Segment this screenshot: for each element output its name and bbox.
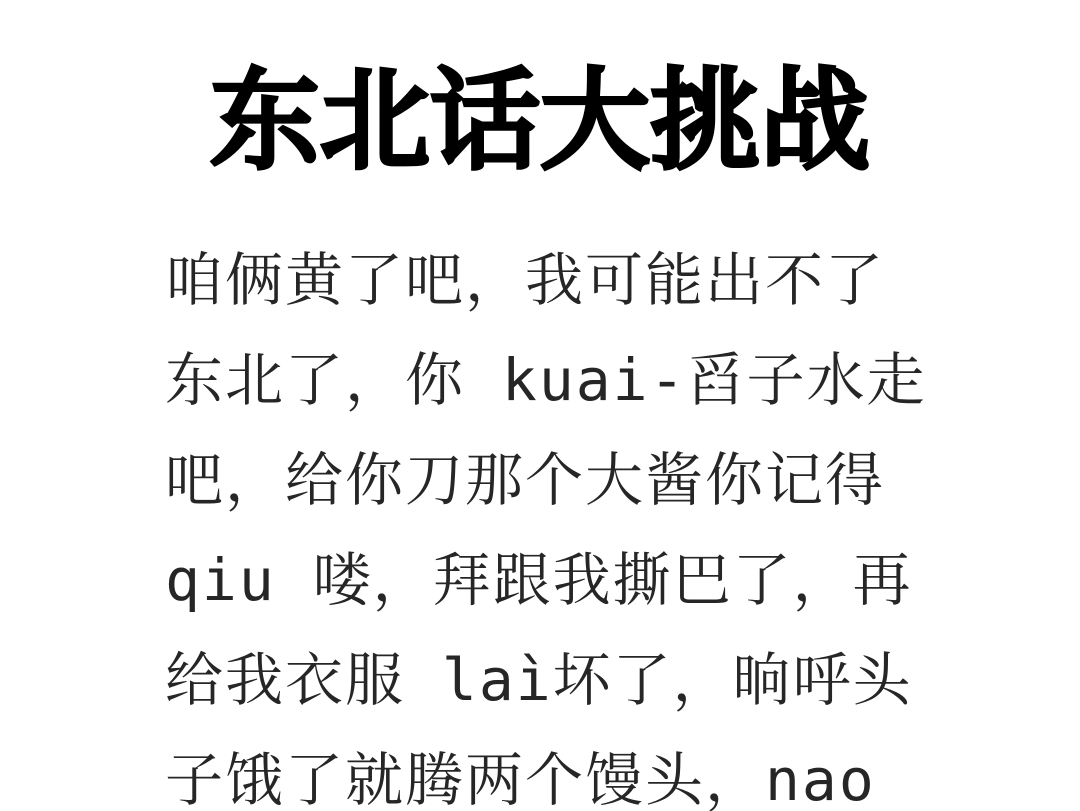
- body-line: 子饿了就腾两个馒头，nao: [165, 746, 876, 811]
- body-line: 吧，给你刀那个大酱你记得: [165, 446, 886, 514]
- body-line: 咱俩黄了吧，我可能出不了: [165, 246, 886, 314]
- body-paragraph: [165, 230, 1040, 811]
- body-line: 给我衣服 laì坏了，晌呼头: [165, 646, 913, 714]
- body-line: qiu 喽，拜跟我撕巴了，再: [165, 546, 913, 614]
- body-line: 东北了，你 kuai-舀子水走: [165, 346, 927, 414]
- page-title: 东北话大挑战: [210, 60, 870, 183]
